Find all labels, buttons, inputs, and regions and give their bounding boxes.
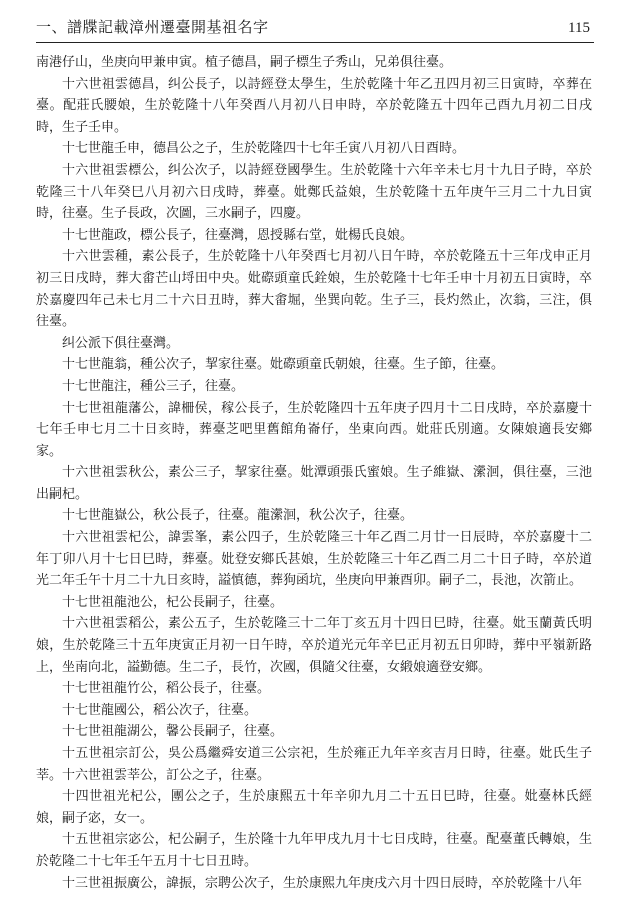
paragraph: 十六世祖雲秋公，素公三子，挈家往臺。妣潭頭張氏蜜娘。生子維嶽、瀠洄，俱往臺，三池出嗣杞。 (36, 465, 592, 502)
paragraph: 纠公派下俱往臺灣。 (62, 335, 180, 351)
paragraph: 十三世祖振廣公，諱振，宗聘公次子，生於康熙九年庚戌六月十四日辰時，卒於乾隆十八年 (62, 875, 583, 891)
paragraph: 十六世雲種，素公長子，生於乾隆十八年癸酉七月初八日午時，卒於乾隆五十三年戊申正月初三日戌時，葬大畬芒山埒田中央。妣磜頭童氏銓娘，生於乾隆十七年壬申十月初五日寅時，卒於嘉慶四年己未七月二十六日丑時，葬大畬堀，坐巽向乾。生子三，長灼然止，次翁，三注，俱往臺。 (36, 249, 592, 330)
paragraph: 十七世龍注，種公三子，往臺。 (62, 378, 245, 394)
paragraph: 十七世龍國公，稻公次子，往臺。 (62, 702, 258, 718)
paragraph: 十七世祖龍藩公，諱柵侯，稼公長子，生於乾隆四十五年庚子四月十二日戌時，卒於嘉慶十七年壬申七月二十日亥時，葬臺芝吧里舊館角崙仔，坐東向西。妣莊氏別適。女陳娘適長安鄉家。 (36, 400, 592, 459)
paragraph: 十六世祖雲德昌，纠公長子，以詩經登太學生，生於乾隆十年乙丑四月初三日寅時，卒葬在臺。配莊氏腰娘，生於乾隆十八年癸酉八月初八日申時，卒於乾隆五十四年己酉九月初二日戌時，生子壬申。 (36, 76, 592, 135)
paragraph: 十四世祖光杞公，團公之子，生於康熙五十年辛卯九月二十五日巳時，往臺。妣臺林氏經娘，嗣子宓，女一。 (36, 789, 592, 826)
paragraph: 十七世龍壬申，德昌公之子，生於乾隆四十七年壬寅八月初八日酉時。 (62, 141, 466, 157)
paragraph: 十六世祖雲稻公，素公五子，生於乾隆三十二年丁亥五月十四日巳時，往臺。妣玉蘭黃氏明娘，生於乾隆三十五年庚寅正月初一日午時，卒於道光元年辛巳正月初五日卯時，葬中平嶺新路上，坐南向北，謚勤德。生二子，長竹，次國，俱隨父往臺，女緞娘適登安鄉。 (36, 616, 592, 675)
header-title: 一、譜牒記載漳州遷臺開基祖名字 (36, 18, 269, 36)
paragraph: 十七世龍翁，種公次子，挈家往臺。妣磜頭童氏朝娘，往臺。生子節，往臺。 (62, 357, 505, 373)
paragraph: 十七世龍嶽公，秋公長子，往臺。龍瀠洄，秋公次子，往臺。 (62, 508, 414, 524)
page-number: 115 (568, 20, 590, 36)
paragraph: 十六世祖雲標公，纠公次子，以詩經登國學生。生於乾隆十六年辛未七月十九日子時，卒於乾隆三十八年癸巳八月初六日戌時，葬臺。妣鄭氏益娘，生於乾隆十五年庚午三月二十九日寅時，往臺。生子長政，次圖，三水嗣子，四慶。 (36, 162, 592, 222)
paragraph: 十五世祖宗宓公，杞公嗣子，生於隆十九年甲戌九月十七日戌時，往臺。配臺董氏轉娘，生於乾隆二十七年壬午五月十七日丑時。 (36, 832, 592, 869)
paragraph: 十七世祖龍湖公，馨公長嗣子，往臺。 (62, 724, 284, 740)
running-header (36, 14, 594, 43)
paragraph: 十七世祖龍竹公，稻公長子，往臺。 (62, 681, 271, 697)
paragraph: 十七世龍政，標公長子，往臺灣，恩授縣右堂，妣楊氏良娘。 (62, 227, 414, 243)
paragraph: 十六世祖雲杞公，諱雲峯，素公四子，生於乾隆三十年乙酉二月廿一日辰時，卒於嘉慶十二年丁卯八月十七日巳時，葬臺。妣登安鄉氏甚娘，生於乾隆三十年乙酉二月二十日子時，卒於道光二年壬午十月二十九日亥時，謚慎德，葬狗函坑，坐庚向甲兼酉卯。嗣子二，長池，次箭止。 (36, 530, 592, 589)
paragraph: 十七世祖龍池公，杞公長嗣子，往臺。 (62, 594, 284, 610)
body-text (36, 52, 592, 894)
paragraph: 南港仔山，坐庚向甲兼申寅。植子德昌，嗣子標生子秀山，兄弟俱往臺。 (36, 55, 453, 70)
paragraph: 十五世祖宗訂公，吳公爲繼舜安道三公宗祀，生於雍正九年辛亥吉月日時，往臺。妣氏生子莘。十六世祖雲莘公，訂公之子，往臺。 (36, 746, 592, 783)
